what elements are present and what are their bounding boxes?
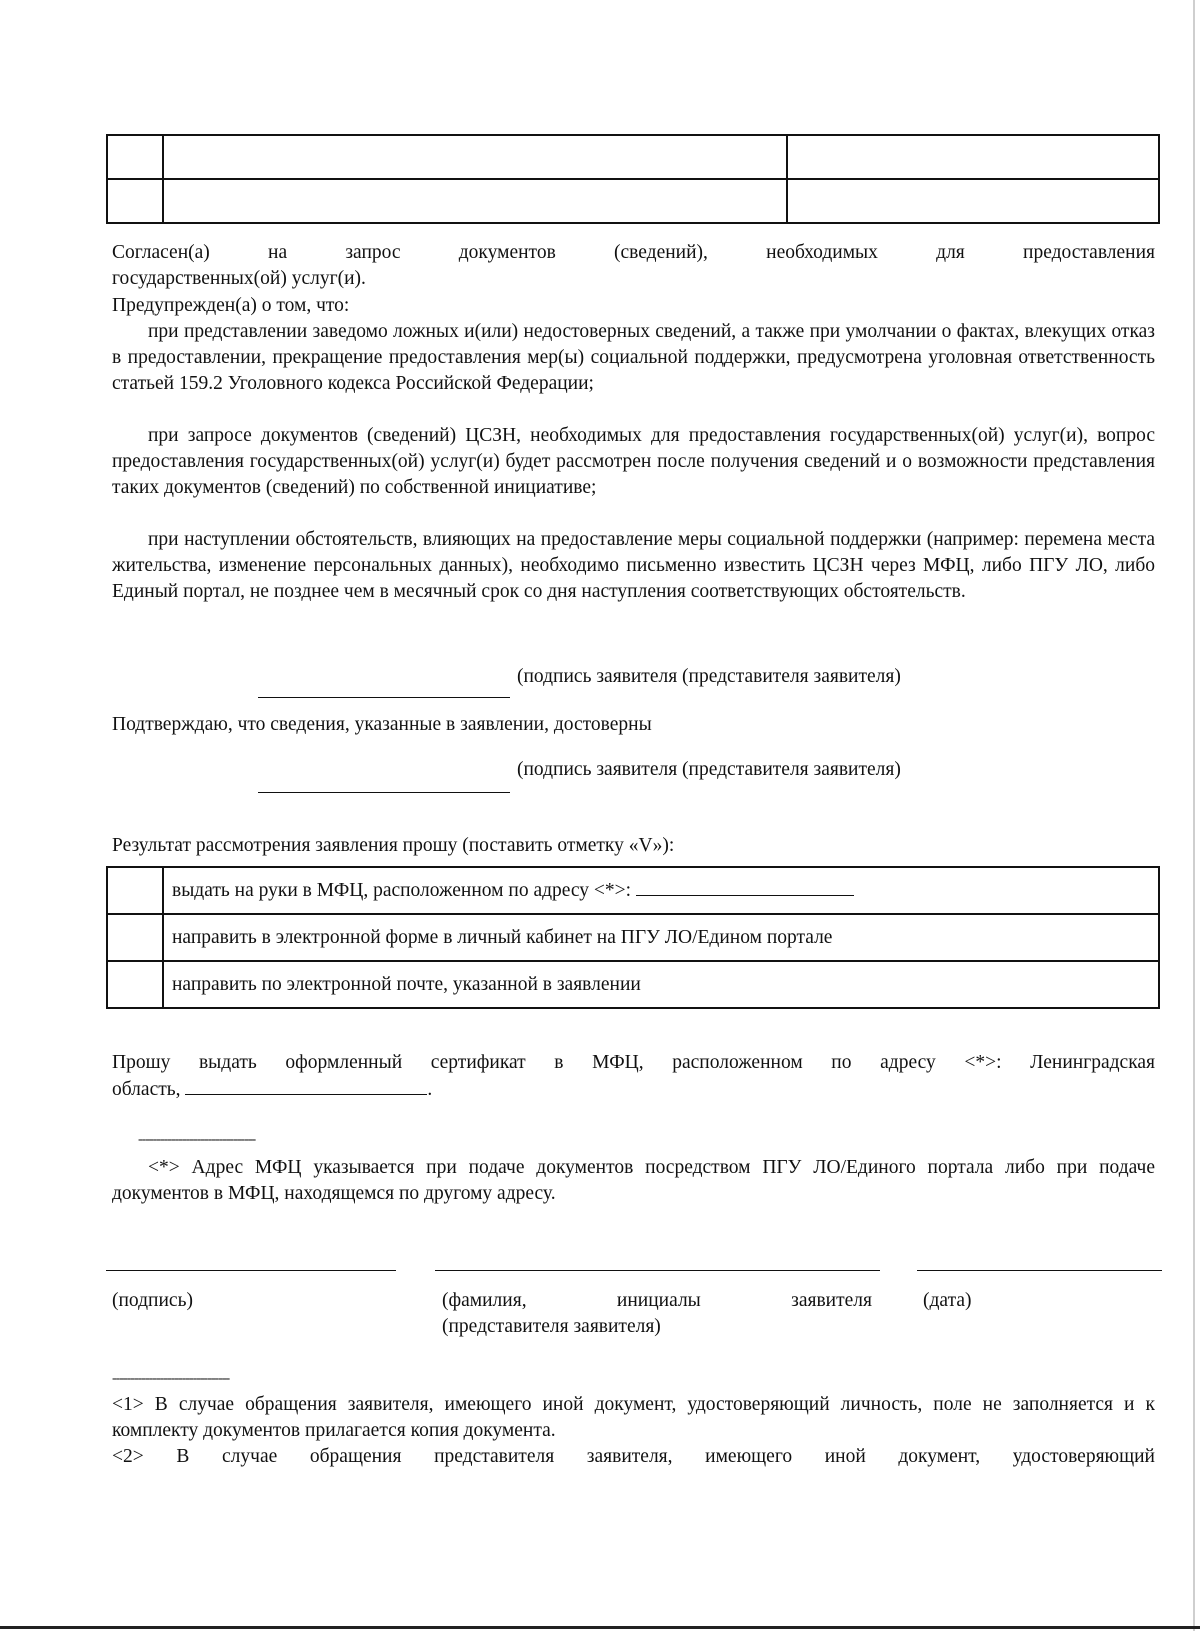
warning-paragraph-3: при наступлении обстоятельств, влияющих на предоставление меры социальной поддержки (например: перемена места жительства, изменение персональных данных), необходимо письменно известить ЦСЗН через МФЦ, либо ПГУ ЛО, либо Единый портал, не позднее чем в месячный срок со дня наступления соответствующих обстоятельств.	[112, 529, 1155, 602]
table-row	[107, 135, 1159, 179]
option-cell	[163, 961, 1159, 1008]
certificate-prefix: область,	[112, 1079, 181, 1100]
note-separator: --------------------------------	[138, 1132, 256, 1147]
option-label-portal: направить в электронной форме в личный кабинет на ПГУ ЛО/Едином портале	[172, 926, 833, 948]
table-row	[107, 867, 1159, 914]
footnote-separator: --------------------------------	[112, 1371, 230, 1386]
consent-line-2: государственных(ой) услуг(и).	[112, 268, 366, 289]
table-row	[107, 961, 1159, 1008]
table-cell	[163, 135, 787, 179]
certificate-line-1: Прошу выдать оформленный сертификат в МФЦ, расположенном по адресу <*>: Ленинградская	[112, 1052, 1155, 1073]
page-edge	[1193, 0, 1195, 1631]
signature-line-1	[258, 697, 510, 698]
certificate-line-2	[112, 1076, 712, 1103]
page-bottom-edge	[0, 1626, 1200, 1629]
option-label-mfc: выдать на руки в МФЦ, расположенном по адресу <*>:	[172, 880, 632, 901]
signature-caption-2: (подпись заявителя (представителя заявителя)	[517, 759, 901, 780]
name-label-line-1: (фамилия, инициалы заявителя	[442, 1290, 872, 1311]
consent-line-1: Согласен(а) на запрос документов (сведений), необходимых для предоставления	[112, 242, 1155, 263]
table-cell	[163, 179, 787, 223]
warning-paragraph-2: при запросе документов (сведений) ЦСЗН, необходимых для предоставления государственных(ой) услуг(и), вопрос предоставления государственных(ой) услуг(и) будет рассмотрен после получения сведений и о возможности представления таких документов (сведений) по собственной инициативе;	[112, 425, 1155, 498]
certificate-suffix: .	[427, 1079, 433, 1100]
address-blank[interactable]	[636, 877, 854, 896]
table-row	[107, 914, 1159, 961]
table-cell	[787, 179, 1159, 223]
warning-paragraph-1: при представлении заведомо ложных и(или) недостоверных сведений, а также при умолчании о фактах, влекущих отказ в предоставлении, прекращение предоставления мер(ы) социальной поддержки, предусмотрена уголовная ответственность статьей 159.2 Уголовного кодекса Российской Федерации;	[112, 321, 1155, 394]
top-table	[106, 134, 1160, 224]
table-cell	[787, 135, 1159, 179]
footnote-1: <1> В случае обращения заявителя, имеющего иной документ, удостоверяющий личность, поле не заполняется и к комплекту документов прилагается копия документа.	[112, 1394, 1155, 1441]
warned-title: Предупрежден(а) о том, что:	[112, 295, 350, 316]
checkbox-cell[interactable]	[107, 914, 163, 961]
result-title: Результат рассмотрения заявления прошу (поставить отметку «V»):	[112, 835, 675, 856]
sign-label: (подпись)	[112, 1290, 193, 1311]
name-label-line-2: (представителя заявителя)	[442, 1316, 661, 1337]
name-line	[435, 1270, 880, 1271]
certificate-address-blank[interactable]	[185, 1076, 427, 1095]
sign-line	[106, 1270, 396, 1271]
footnote-2: <2> В случае обращения представителя заявителя, имеющего иной документ, удостоверяющий	[112, 1446, 1155, 1467]
note-mfc-address: <*> Адрес МФЦ указывается при подаче документов посредством ПГУ ЛО/Единого портала либо при подаче документов в МФЦ, находящемся по другому адресу.	[112, 1157, 1155, 1204]
signature-line-2	[258, 792, 510, 793]
option-label-email: направить по электронной почте, указанной в заявлении	[172, 973, 641, 995]
table-row	[107, 179, 1159, 223]
result-options-table	[106, 866, 1160, 1009]
table-cell	[107, 135, 163, 179]
checkbox-cell[interactable]	[107, 867, 163, 914]
date-line	[917, 1270, 1162, 1271]
date-label: (дата)	[923, 1290, 972, 1311]
signature-caption-1: (подпись заявителя (представителя заявителя)	[517, 666, 901, 687]
confirm-text: Подтверждаю, что сведения, указанные в заявлении, достоверны	[112, 714, 652, 735]
table-cell	[107, 179, 163, 223]
checkbox-cell[interactable]	[107, 961, 163, 1008]
option-cell	[163, 914, 1159, 961]
option-cell	[163, 867, 1159, 914]
